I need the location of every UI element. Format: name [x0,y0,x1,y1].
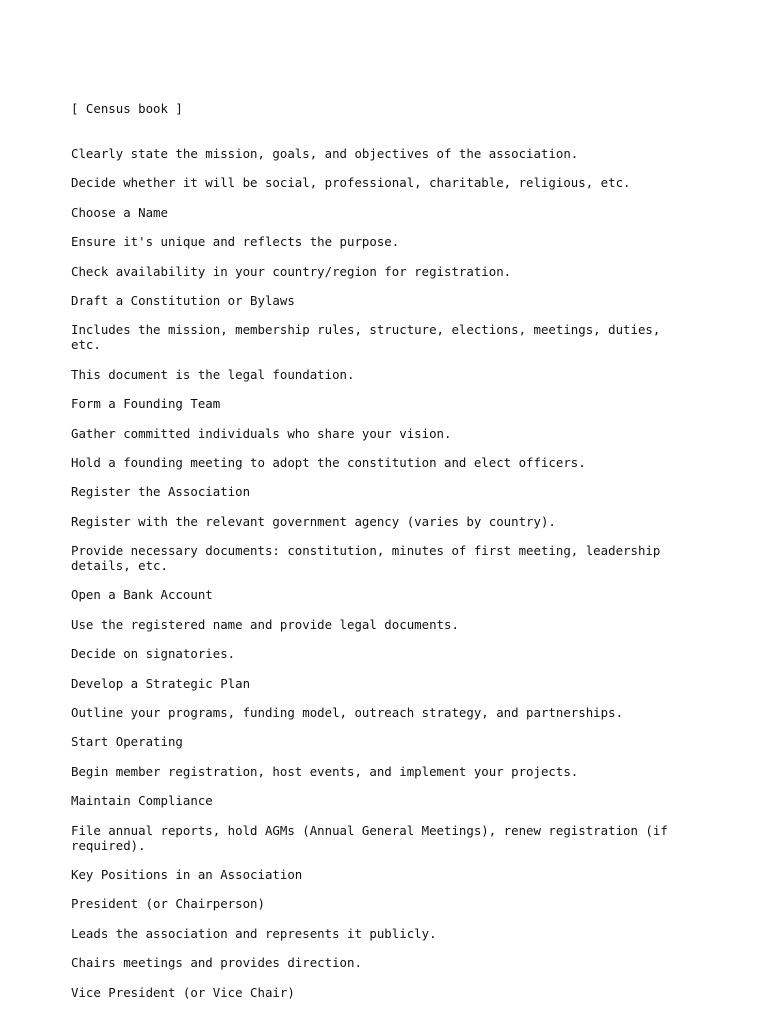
document-paragraph: Choose a Name [71,204,168,220]
document-paragraph: Register with the relevant government agency (varies by country). [71,513,556,529]
document-paragraph: This document is the legal foundation. [71,366,355,382]
document-paragraph: Check availability in your country/region for registration. [71,263,512,279]
document-body [71,146,691,1000]
document-paragraph: Draft a Constitution or Bylaws [71,292,295,308]
document-paragraph: Decide whether it will be social, professional, charitable, religious, etc. [71,175,631,191]
document-paragraph: Vice President (or Vice Chair) [71,984,295,1000]
document-paragraph: File annual reports, hold AGMs (Annual General Meetings), renew registration (if required). [71,822,676,853]
document-paragraph: Includes the mission, membership rules, structure, elections, meetings, duties, etc. [71,322,668,353]
document-paragraph: Use the registered name and provide legal documents. [71,616,459,632]
document-paragraph: Clearly state the mission, goals, and objectives of the association. [71,146,579,161]
document-paragraph: Outline your programs, funding model, outreach strategy, and partnerships. [71,705,624,721]
document-paragraph: Start Operating [71,734,183,750]
document-paragraph: Hold a founding meeting to adopt the constitution and elect officers. [71,454,586,470]
document-paragraph: President (or Chairperson) [71,896,265,912]
document-paragraph: Leads the association and represents it publicly. [71,925,437,941]
document-paragraph: Form a Founding Team [71,396,221,412]
document-paragraph: Begin member registration, host events, and implement your projects. [71,763,579,779]
document-title: [ Census book ] [71,101,183,116]
document-page [71,71,691,1029]
document-paragraph: Provide necessary documents: constitution, minutes of first meeting, leadership details, etc. [71,543,668,574]
document-paragraph: Maintain Compliance [71,793,213,809]
document-paragraph: Decide on signatories. [71,646,236,662]
document-paragraph: Open a Bank Account [71,587,213,603]
document-paragraph: Gather committed individuals who share your vision. [71,425,452,441]
document-paragraph: Chairs meetings and provides direction. [71,955,362,971]
document-paragraph: Ensure it's unique and reflects the purpose. [71,234,400,250]
document-paragraph: Develop a Strategic Plan [71,675,251,691]
document-paragraph: Register the Association [71,484,251,500]
document-paragraph: Key Positions in an Association [71,866,303,882]
